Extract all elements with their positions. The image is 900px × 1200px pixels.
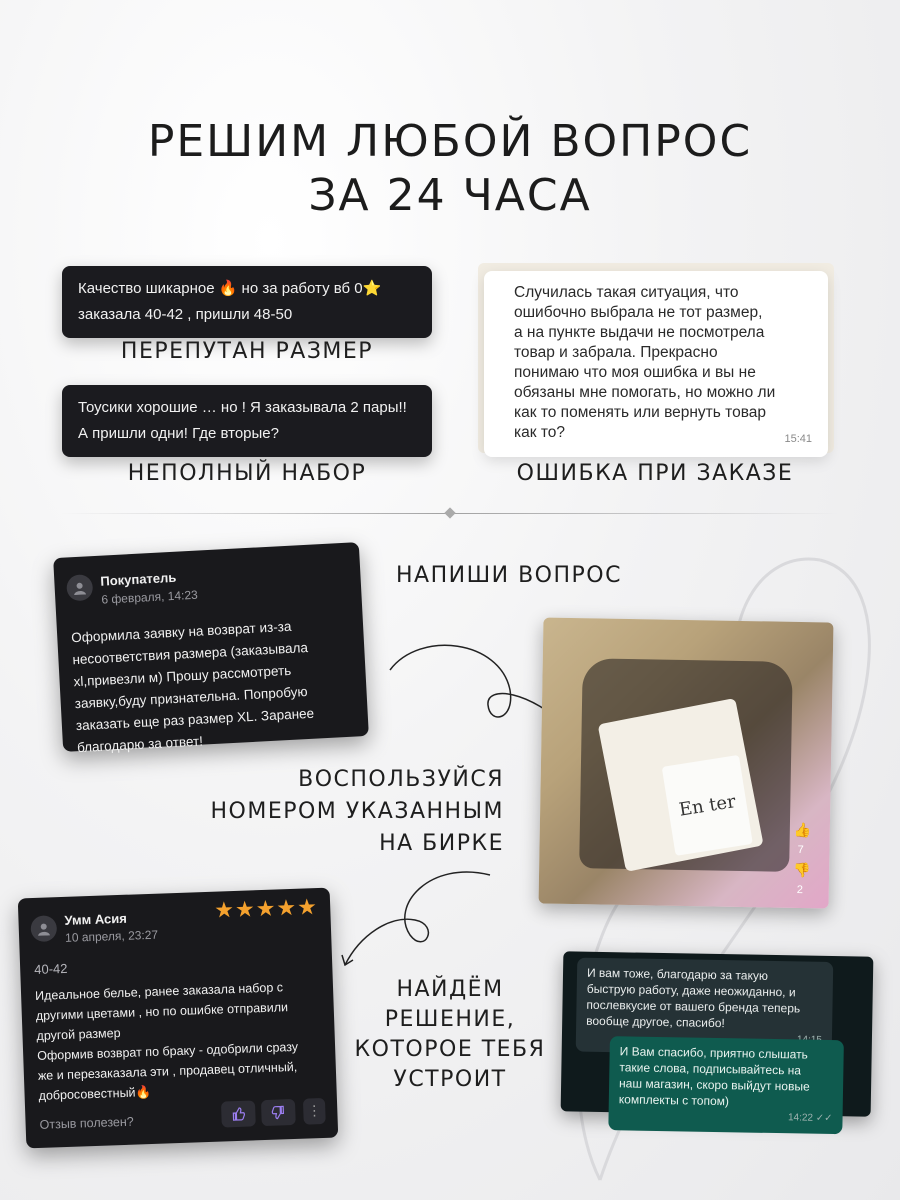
review-card-buyer [53, 542, 369, 756]
reviewer-name: Умм Асия [64, 910, 128, 928]
review-text: Оформила заявку на возврат из-за несоответствия размера (заказывала xl,привезли м) Прошу рассмотреть заявку,буду признательна. Попробую заказать еще раз размер XL. Заранее благодарю за ответ! [70, 618, 315, 756]
brand-logo-text: En ter [677, 790, 738, 821]
dislike-icon[interactable]: 👎 [793, 861, 811, 879]
step-find-solution: НАЙДЁМ РЕШЕНИЕ, КОТОРОЕ ТЕБЯ УСТРОИТ [354, 977, 546, 1092]
caption-wrong-size: ПЕРЕПУТАН РАЗМЕР [120, 339, 374, 364]
caption-incomplete-set: НЕПОЛНЫЙ НАБОР [127, 461, 367, 486]
helpful-prompt: Отзыв полезен? [39, 1114, 134, 1132]
rating-stars: ★★★★★ [213, 894, 319, 923]
curved-arrow-2 [330, 865, 500, 975]
complaint-message-size: Качество шикарное 🔥 но за работу вб 0⭐ заказала 40-42 , пришли 48-50 [62, 266, 432, 338]
more-options-icon[interactable]: ⋮ [303, 1098, 326, 1125]
whatsapp-screenshot [478, 263, 834, 453]
message-time: 15:41 [784, 433, 812, 445]
step-use-tag-number: ВОСПОЛЬЗУЙСЯ НОМЕРОМ УКАЗАННЫМ НА БИРКЕ [210, 767, 504, 856]
caption-order-mistake: ОШИБКА ПРИ ЗАКАЗЕ [516, 461, 794, 486]
dislike-count: 2 [796, 883, 804, 897]
product-photo [539, 617, 834, 908]
divider-diamond [444, 507, 455, 518]
review-text: Идеальное белье, ранее заказала набор с другими цветами , но по ошибке отправили другой размер Оформив возврат по браку - одобрили сразу же и перезаказала эти , продавец отличный, добросовестный🔥 [34, 980, 299, 1103]
whatsapp-message: Случилась такая ситуация, что ошибочно выбрала не тот размер, а на пункте выдачи не посмотрела товар и забрала. Прекрасно понимаю что моя ошибка и вы не обязаны мне помогать, но можно ли как то поменять или вернуть товар как то? 15:41 [484, 271, 828, 457]
user-avatar-icon [66, 574, 93, 601]
message-time: 14:22 ✓✓ [787, 1112, 833, 1125]
review-date: 10 апреля, 23:27 [64, 927, 159, 945]
user-avatar-icon [30, 915, 57, 942]
review-size: 40-42 [33, 960, 68, 977]
incoming-message: И вам тоже, благодарю за такую быструю работу, даже неожиданно, и послевкусие от вашего бренда теперь вообще другое, спасибо! [576, 958, 834, 1056]
review-card-umm-asiya [18, 888, 339, 1149]
reviewer-name: Покупатель [100, 569, 177, 589]
review-date: 6 февраля, 14:23 [101, 587, 199, 607]
outgoing-message: И Вам спасибо, приятно слышать такие слова, подписывайтесь на наш магазин, скоро выйдут новые комплекты с топом) 14:22 ✓✓ [608, 1036, 844, 1134]
like-icon[interactable]: 👍 [793, 821, 812, 839]
whatsapp-dark-chat [561, 951, 874, 1125]
thumbs-up-button[interactable] [221, 1100, 256, 1127]
brand-tag [662, 755, 753, 856]
thumbs-down-button[interactable] [261, 1099, 296, 1126]
step-write-question: НАПИШИ ВОПРОС [396, 563, 622, 588]
like-count: 7 [797, 843, 804, 857]
complaint-message-set: Тоусики хорошие … но ! Я заказывала 2 пары!! А пришли одни! Где вторые? [62, 385, 432, 457]
page-title: РЕШИМ ЛЮБОЙ ВОПРОС ЗА 24 ЧАСА [147, 116, 753, 221]
